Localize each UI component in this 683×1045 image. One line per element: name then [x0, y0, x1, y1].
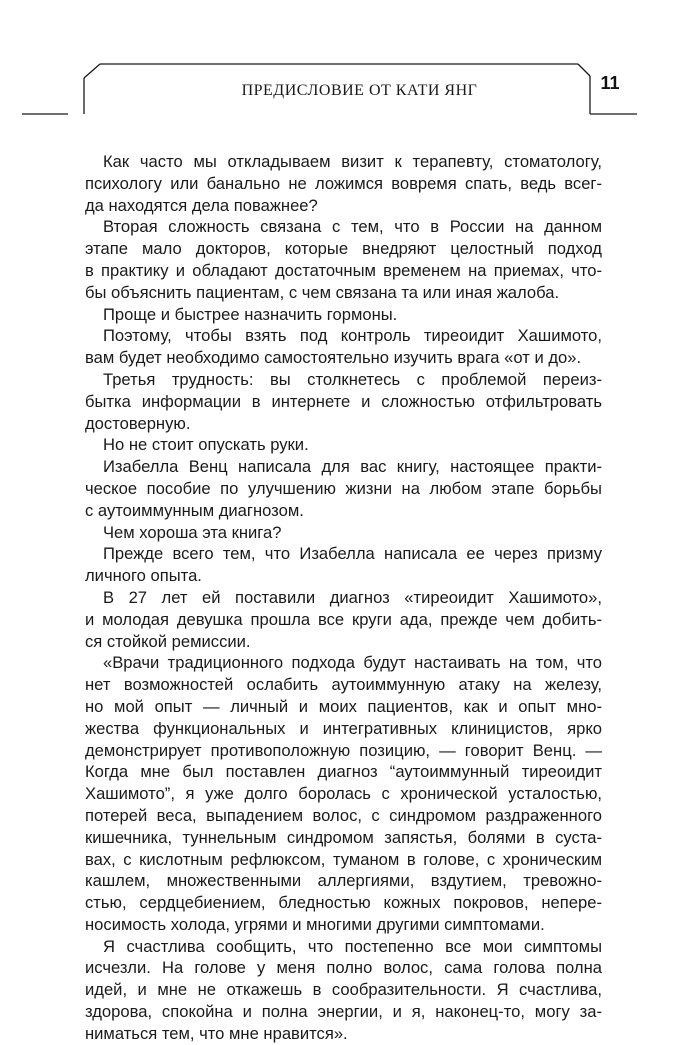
- text-line: кашлем, множественными аллергиями, вздутием, тревожно-: [85, 871, 602, 891]
- text-line: Но не стоит опускать руки.: [103, 435, 309, 455]
- running-head: [0, 82, 683, 100]
- text-line: в практику и обладают достаточным временем на приемах, что-: [85, 260, 602, 280]
- text-line: ниматься тем, что мне нравится».: [85, 1023, 348, 1043]
- text-line: идей, и мне не откажешь в сообразительности. Я счастлива,: [85, 980, 602, 1000]
- text-line: исчезли. На голове у меня полно волос, сама голова полна: [85, 958, 602, 978]
- body-text: [85, 151, 602, 1045]
- header-frame: [0, 0, 683, 140]
- text-line: Изабелла Венц написала для вас книгу, настоящее практи-: [103, 457, 602, 477]
- text-line: Прежде всего тем, что Изабелла написала ее через призму: [103, 544, 602, 564]
- text-line: вах, с кислотным рефлюксом, туманом в голове, с хроническим: [85, 849, 602, 869]
- text-line: Когда мне был поставлен диагноз “аутоиммунный тиреоидит: [85, 762, 602, 782]
- text-line: Вторая сложность связана с тем, что в России на данном: [103, 217, 602, 237]
- text-line: Хашимото”, я уже долго боролась с хронической усталостью,: [85, 784, 602, 804]
- text-line: здорова, спокойна и полна энергии, и я, наконец-то, могу за-: [85, 1002, 602, 1022]
- text-line: бытка информации в интернете и сложностью отфильтровать: [85, 391, 602, 411]
- text-line: В 27 лет ей поставили диагноз «тиреоидит Хашимото»,: [103, 587, 602, 607]
- text-line: вам будет необходимо самостоятельно изучить врага «от и до».: [85, 348, 582, 368]
- text-line: носимость холода, угрями и многими другими симптомами.: [85, 914, 545, 934]
- text-line: Проще и быстрее назначить гормоны.: [103, 304, 398, 324]
- text-line: Я счастлива сообщить, что постепенно все мои симптомы: [103, 936, 602, 956]
- header-left-diagonal: [84, 64, 100, 78]
- text-line: стью, сердцебиением, бледностью кожных покровов, непере-: [85, 893, 602, 913]
- text-line: но мой опыт — личный и моих пациентов, как и опыт мно-: [85, 696, 602, 716]
- text-line: личного опыта.: [85, 566, 202, 586]
- text-line: «Врачи традиционного подхода будут настаивать на том, что: [103, 653, 602, 673]
- text-line: этапе мало докторов, которые внедряют целостный подход: [85, 239, 602, 259]
- text-line: Поэтому, чтобы взять под контроль тиреоидит Хашимото,: [103, 326, 602, 346]
- text-line: нет возможностей ослабить аутоиммунную атаку на железу,: [85, 675, 602, 695]
- text-line: бы объяснить пациентам, с чем связана та или иная жалоба.: [85, 282, 560, 302]
- text-line: ческое пособие по улучшению жизни на любом этапе борьбы: [85, 478, 602, 498]
- text-line: кишечника, туннельным синдромом запястья, болями в суста-: [85, 827, 602, 847]
- page-number: 11: [600, 73, 620, 93]
- text-line: потерей веса, выпадением волос, с синдромом раздраженного: [85, 805, 602, 825]
- text-line: ся стойкой ремиссии.: [85, 631, 251, 651]
- text-line: жества функциональных и интегративных клиницистов, ярко: [85, 718, 602, 738]
- text-line: Как часто мы откладываем визит к терапевту, стоматологу,: [103, 152, 602, 171]
- text-line: демонстрирует противоположную позицию, — говорит Венц. —: [85, 740, 602, 760]
- text-line: Чем хороша эта книга?: [103, 522, 282, 542]
- text-line: с аутоиммунным диагнозом.: [85, 500, 304, 520]
- text-line: и молодая девушка прошла все круги ада, прежде чем добить-: [85, 609, 602, 629]
- text-line: достоверную.: [85, 413, 191, 433]
- text-line: да находятся дела поважнее?: [85, 195, 318, 215]
- text-line: психологу или банально не ложимся вовремя спать, ведь всег-: [85, 173, 602, 193]
- running-head-title: ПРЕДИСЛОВИЕ ОТ КАТИ ЯНГ: [241, 82, 478, 99]
- text-line: Третья трудность: вы столкнетесь с проблемой переиз-: [103, 369, 602, 389]
